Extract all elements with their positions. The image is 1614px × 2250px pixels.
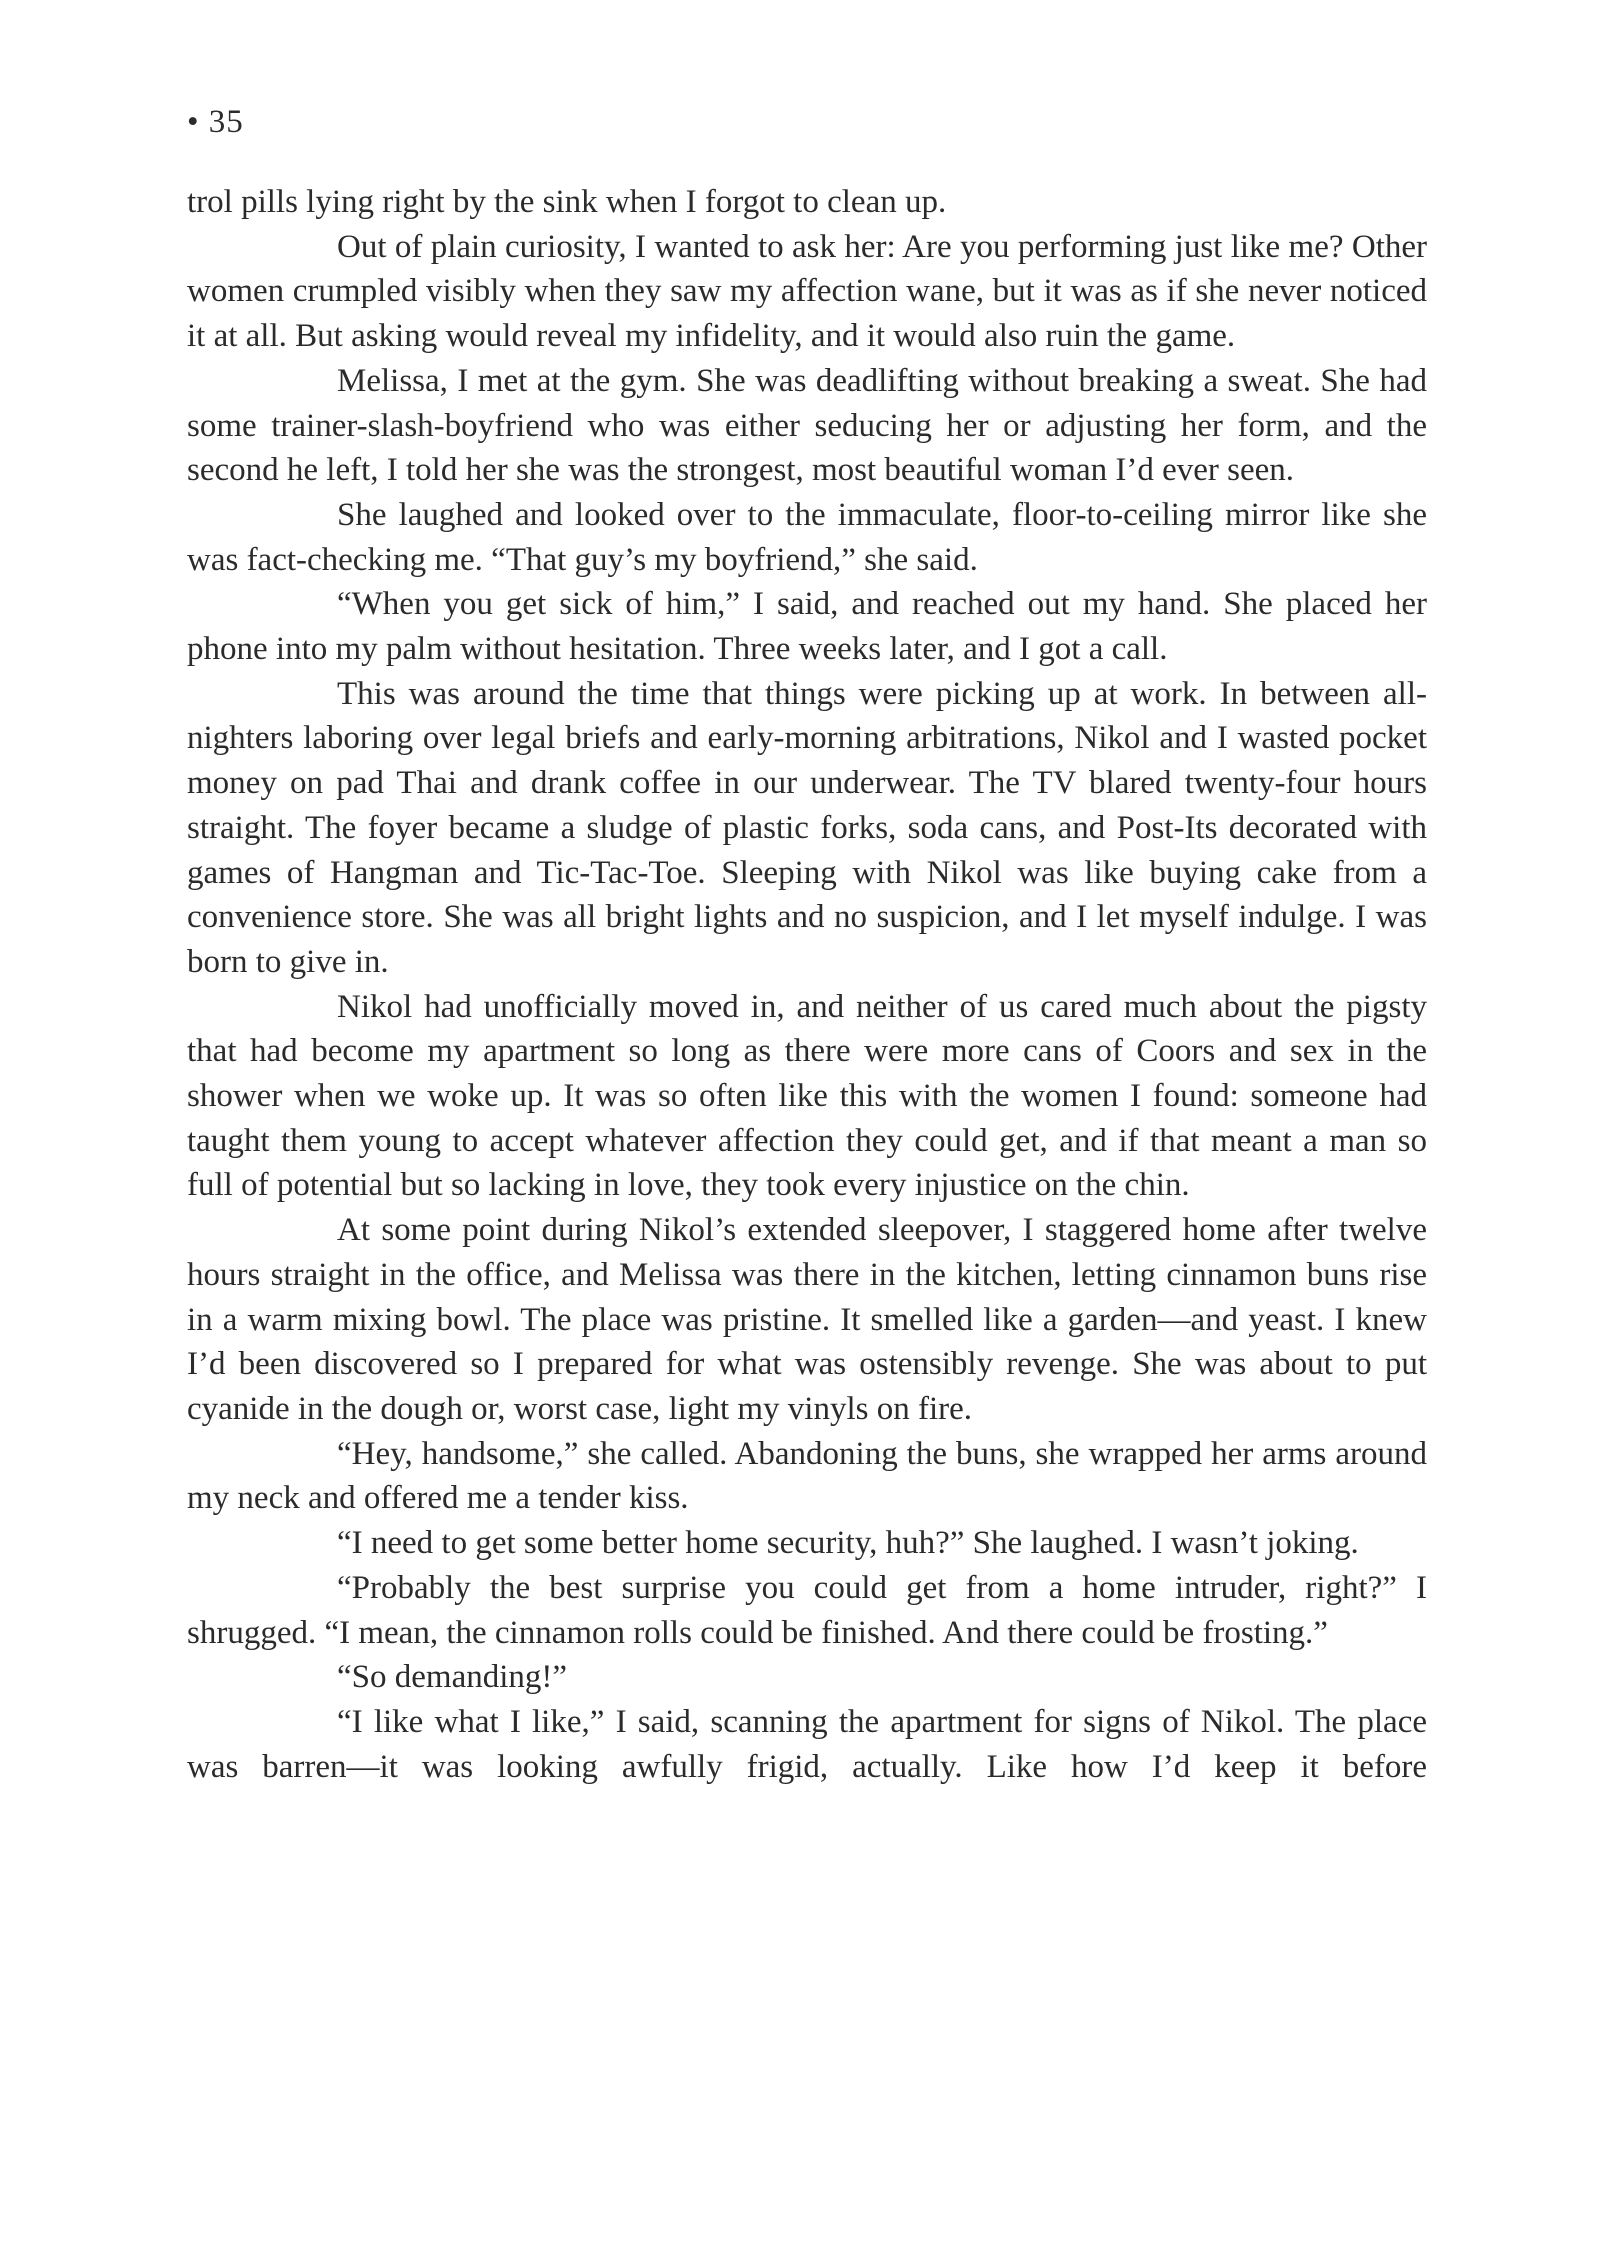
paragraph: trol pills lying right by the sink when I forgot to clean up.: [187, 184, 947, 220]
paragraph: Out of plain curiosity, I wanted to ask her: Are you performing just like me? Other women crumpled visibly when they saw my affection wane, but it was as if she never noticed it at all. But asking would reveal my infidelity, and it would also ruin the game.: [187, 228, 1427, 355]
paragraph: This was around the time that things were picking up at work. In between all-nighters laboring over legal briefs and early-morning arbitrations, Nikol and I wasted pocket money on pad Thai and drank coffee in our underwear. The TV blared twenty-four hours straight. The foyer became a sludge of plastic forks, soda cans, and Post-Its decorated with games of Hangman and Tic-Tac-Toe. Sleeping with Nikol was like buying cake from a convenience store. She was all bright lights and no suspicion, and I let myself indulge. I was born to give in.: [187, 675, 1427, 980]
paragraph: “Probably the best surprise you could get from a home intruder, right?” I shrugged. “I mean, the cinnamon rolls could be finished. And there could be frosting.”: [187, 1569, 1427, 1651]
paragraph: Melissa, I met at the gym. She was deadlifting without breaking a sweat. She had some trainer-slash-boyfriend who was either seducing her or adjusting her form, and the second he left, I told her she was the strongest, most beautiful woman I’d ever seen.: [187, 362, 1427, 489]
paragraph: “I need to get some better home security, huh?” She laughed. I wasn’t joking.: [337, 1525, 1359, 1562]
paragraph: She laughed and looked over to the immaculate, floor-to-ceiling mirror like she was fact-checking me. “That guy’s my boyfriend,” she said.: [187, 496, 1427, 578]
paragraph: Nikol had unofficially moved in, and neither of us cared much about the pigsty that had become my apartment so long as there were more cans of Coors and sex in the shower when we woke up. It was so often like this with the women I found: someone had taught them young to accept whatever affection they could get, and if that meant a man so full of potential but so lacking in love, they took every injustice on the chin.: [187, 988, 1427, 1204]
paragraph: “Hey, handsome,” she called. Abandoning the buns, she wrapped her arms around my neck and offered me a tender kiss.: [187, 1435, 1427, 1517]
page-number: • 35: [187, 104, 244, 140]
paragraph: “So demanding!”: [337, 1659, 568, 1696]
paragraph: “I like what I like,” I said, scanning the apartment for signs of Nikol. The place was barren—it was looking awfully frigid, actually. Like how I’d keep it before: [187, 1703, 1427, 1785]
paragraph: “When you get sick of him,” I said, and reached out my hand. She placed her phone into my palm without hesitation. Three weeks later, and I got a call.: [187, 586, 1427, 668]
body-text: [187, 180, 1427, 1789]
paragraph: At some point during Nikol’s extended sleepover, I staggered home after twelve hours straight in the office, and Melissa was there in the kitchen, letting cinnamon buns rise in a warm mixing bowl. The place was pristine. It smelled like a garden—and yeast. I knew I’d been discovered so I prepared for what was ostensibly revenge. She was about to put cyanide in the dough or, worst case, light my vinyls on fire.: [187, 1212, 1427, 1427]
